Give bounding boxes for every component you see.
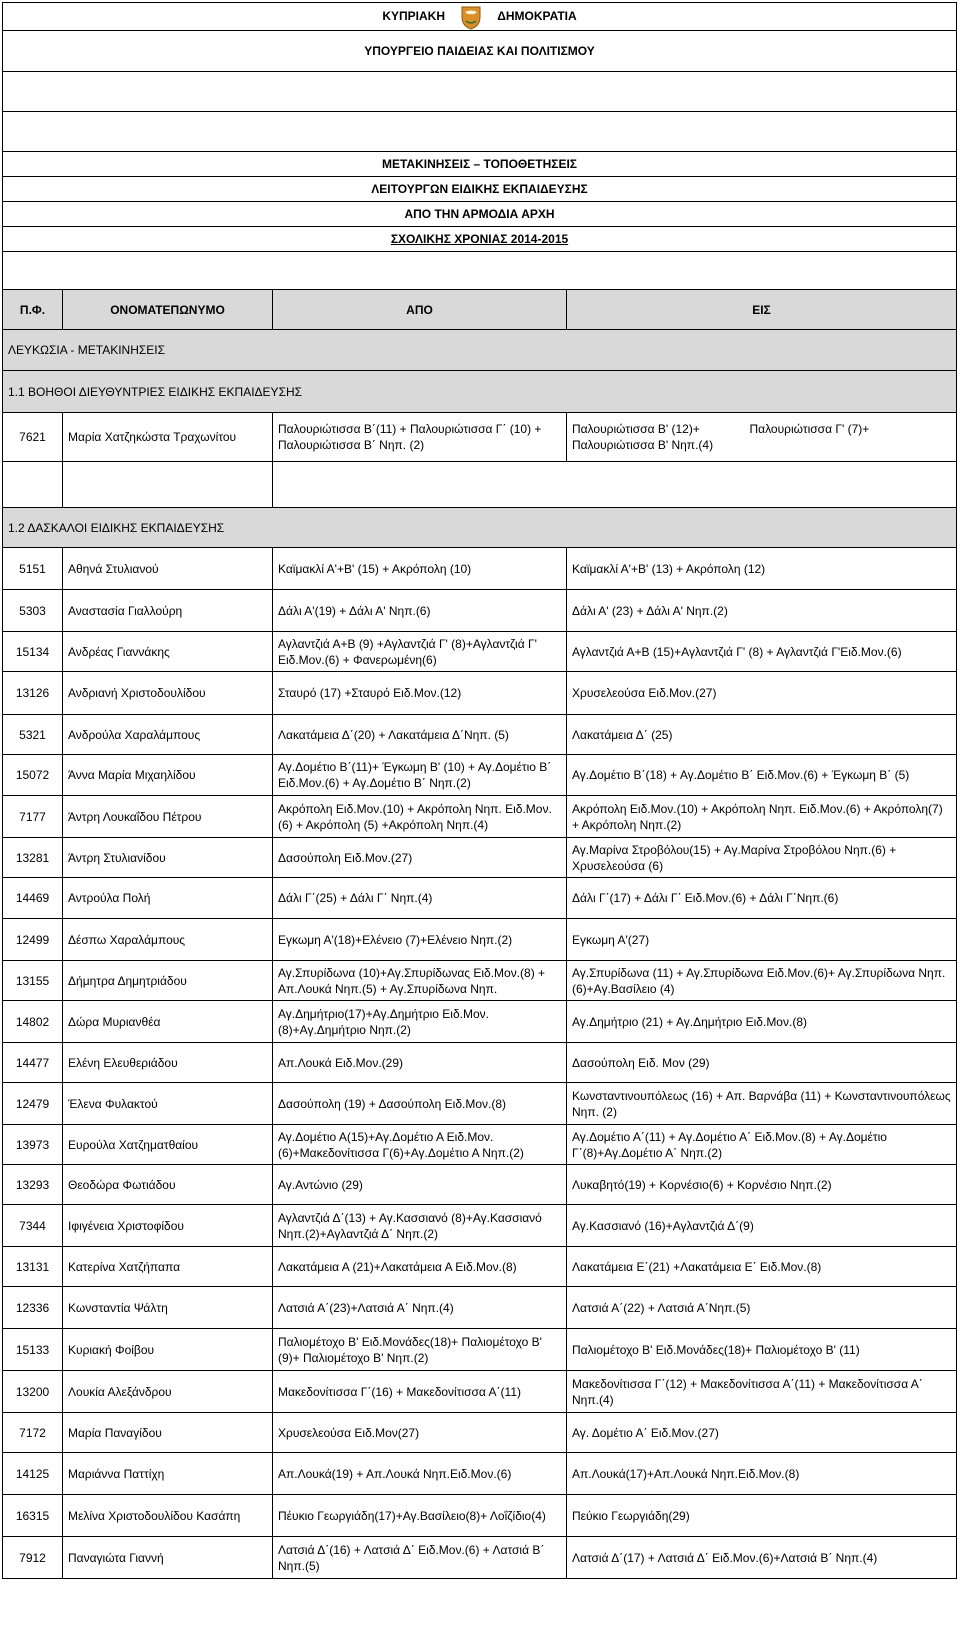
region-row: [3, 330, 957, 371]
to-cell: [567, 1247, 957, 1287]
pf-cell-text: 14802: [15, 1014, 50, 1029]
table-row: [3, 1083, 957, 1125]
from-cell-text: Αγ.Δομέτιο Β΄(11)+ Έγκωμη Β' (10) + Αγ.Δομέτιο Β΄ Ειδ.Μον.(6) + Αγ.Δομέτιο Β΄ Νηπ.(2): [278, 760, 552, 790]
to-cell: [567, 632, 957, 672]
from-cell: [273, 1083, 567, 1125]
to-cell-text: Δάλι Γ΄(17) + Δάλι Γ΄ Ειδ.Μον.(6) + Δάλι Γ΄Νηπ.(6): [572, 891, 839, 905]
pf-cell-text: 13973: [15, 1137, 50, 1152]
cyprus-emblem-icon: [460, 4, 482, 30]
pf-cell-text: 13200: [15, 1384, 50, 1399]
table-row: [3, 1205, 957, 1247]
table-row: [3, 632, 957, 672]
section-1-row: [3, 371, 957, 413]
pf-cell-text: 15134: [15, 644, 50, 659]
pf-cell-text: 14469: [15, 891, 50, 905]
from-cell-text: Δασούπολη (19) + Δασούπολη Ειδ.Μον.(8): [278, 1096, 507, 1111]
to-cell: [567, 1537, 957, 1579]
name-cell-text: Παναγιώτα Γιαννή: [68, 1550, 164, 1565]
name-cell-text: Δέσπω Χαραλάμπους: [68, 932, 186, 947]
name-cell-text: Άντρη Στυλιανίδου: [68, 850, 166, 865]
name-cell-text: Ιφιγένεια Χριστοφίδου: [68, 1218, 184, 1233]
pf-cell: [3, 1125, 63, 1165]
header-country-cell: [3, 3, 957, 31]
table-row: [3, 672, 957, 715]
to-cell: [567, 1329, 957, 1371]
name-cell-text: Μελίνα Χριστοδουλίδου Κασάπη: [68, 1508, 241, 1523]
pf-cell-text: 7912: [19, 1550, 46, 1565]
pf-cell: [3, 1287, 63, 1329]
to-cell-text: Αγ.Μαρίνα Στροβόλου(15) + Αγ.Μαρίνα Στροβόλου Νηπ.(6) + Χρυσελεούσα (6): [572, 842, 897, 873]
from-cell: [273, 1413, 567, 1453]
name-cell-text: Ανδρέας Γιαννάκης: [68, 644, 170, 659]
header-country-row: [3, 3, 957, 31]
name-cell: [63, 1165, 273, 1205]
name-cell: Μαρία Χατζηκώστα Τραχωνίτου: [63, 413, 273, 462]
table-row: [3, 1043, 957, 1083]
to-cell: [567, 672, 957, 715]
to-cell: [567, 1371, 957, 1413]
from-cell-text: Λατσιά Δ΄(16) + Λατσιά Δ΄ Ειδ.Μον.(6) + Λατσιά Β΄ Νηπ.(5): [278, 1542, 545, 1573]
name-cell: [63, 1453, 273, 1495]
col-header-from: ΑΠΟ: [273, 290, 567, 330]
name-cell-text: Κατερίνα Χατζήπαπα: [68, 1259, 181, 1274]
name-cell: [63, 1001, 273, 1043]
name-cell-text: Αντρούλα Πολή: [68, 891, 151, 905]
to-cell-text: Μακεδονίτισσα Γ΄(12) + Μακεδονίτισσα Α΄(11) + Μακεδονίτισσα Α΄ Νηπ.(4): [572, 1376, 923, 1407]
pf-cell: [3, 548, 63, 590]
table-row: [3, 1001, 957, 1043]
pf-cell: [3, 1083, 63, 1125]
section-2-title: 1.2 ΔΑΣΚΑΛΟΙ ΕΙΔΙΚΗΣ ΕΚΠΑΙΔΕΥΣΗΣ: [3, 508, 957, 548]
pf-cell: [3, 919, 63, 961]
table-row: [3, 1329, 957, 1371]
to-cell-text: Λακατάμεια Ε΄(21) +Λακατάμεια Ε΄ Ειδ.Μον.(8): [572, 1259, 822, 1274]
pf-cell: [3, 961, 63, 1001]
to-cell: [567, 1205, 957, 1247]
name-cell: [63, 1329, 273, 1371]
from-cell-text: Καϊμακλί Α'+Β' (15) + Ακρόπολη (10): [278, 561, 472, 576]
name-cell: [63, 632, 273, 672]
pf-cell: [3, 838, 63, 878]
name-cell: [63, 590, 273, 632]
pf-cell-text: 16315: [15, 1508, 50, 1523]
pf-cell-text: 7344: [19, 1218, 46, 1233]
from-cell: [273, 919, 567, 961]
col-header-to: ΕΙΣ: [567, 290, 957, 330]
column-header-row: [3, 290, 957, 330]
header-ministry-row: [3, 31, 957, 72]
table-row: [3, 961, 957, 1001]
from-cell-text: Απ.Λουκά Ειδ.Μον.(29): [278, 1055, 404, 1070]
name-cell: [63, 672, 273, 715]
pf-cell-text: 14477: [15, 1055, 50, 1070]
from-cell-text: Πέυκιο Γεωργιάδη(17)+Αγ.Βασίλειο(8)+ Λοΐζίδιο(4): [278, 1508, 546, 1523]
pf-cell: [3, 1329, 63, 1371]
doc-title-1: ΜΕΤΑΚΙΝΗΣΕΙΣ – ΤΟΠΟΘΕΤΗΣΕΙΣ: [3, 152, 957, 177]
pf-cell: [3, 1001, 63, 1043]
section-2-row: [3, 508, 957, 548]
pf-cell: [3, 632, 63, 672]
to-cell-text: Παλιομέτοχο Β' Ειδ.Μονάδες(18)+ Παλιομέτοχο Β' (11): [572, 1342, 860, 1357]
to-cell: [567, 1453, 957, 1495]
name-cell: [63, 1287, 273, 1329]
pf-cell: [3, 1371, 63, 1413]
to-cell: [567, 715, 957, 755]
from-cell-text: Δάλι Α'(19) + Δάλι Α' Νηπ.(6): [278, 603, 431, 618]
doc-title-2: ΛΕΙΤΟΥΡΓΩΝ ΕΙΔΙΚΗΣ ΕΚΠΑΙΔΕΥΣΗΣ: [3, 177, 957, 202]
to-cell: [567, 878, 957, 919]
from-cell: [273, 1165, 567, 1205]
from-cell: [273, 548, 567, 590]
pf-cell: [3, 672, 63, 715]
table-row: [3, 1537, 957, 1579]
to-cell-text: Καϊμακλί Α'+Β' (13) + Ακρόπολη (12): [572, 561, 766, 576]
from-cell-text: Αγ.Δημήτριο(17)+Αγ.Δημήτριο Ειδ.Μον.(8)+Αγ.Δημήτριο Νηπ.(2): [278, 1006, 489, 1037]
name-cell: [63, 1495, 273, 1537]
pf-cell: 7621: [3, 413, 63, 462]
name-cell-text: Κυριακή Φοίβου: [68, 1342, 155, 1357]
doc-title-4: ΣΧΟΛΙΚΗΣ ΧΡΟΝΙΑΣ 2014-2015: [3, 227, 957, 252]
table-row: [3, 838, 957, 878]
to-cell: [567, 838, 957, 878]
name-cell: [63, 961, 273, 1001]
pf-cell-text: 13126: [15, 686, 50, 700]
from-cell-text: Σταυρό (17) +Σταυρό Ειδ.Μον.(12): [278, 686, 462, 700]
pf-cell-text: 15072: [15, 768, 50, 782]
transfers-table: [2, 2, 957, 1579]
table-row: [3, 919, 957, 961]
to-cell-text: Αγ.Δομέτιο Β΄(18) + Αγ.Δομέτιο Β΄ Ειδ.Μον.(6) + Έγκωμη Β΄ (5): [572, 768, 910, 782]
pf-cell: [3, 590, 63, 632]
pf-cell-text: 7177: [19, 809, 46, 824]
table-row: [3, 715, 957, 755]
table-row: [3, 1125, 957, 1165]
to-cell-text: Λατσιά Δ΄(17) + Λατσιά Δ΄ Ειδ.Μον.(6)+Λατσιά Β΄ Νηπ.(4): [572, 1550, 878, 1565]
name-cell-text: Δήμητρα Δημητριάδου: [68, 973, 187, 988]
table-row: [3, 755, 957, 796]
country-left: ΚΥΠΡΙΑΚΗ: [382, 8, 446, 23]
pf-cell: [3, 1043, 63, 1083]
from-cell-text: Δασούπολη Ειδ.Μον.(27): [278, 850, 413, 865]
to-cell-text: Αγ.Σπυρίδωνα (11) + Αγ.Σπυρίδωνα Ειδ.Μον.(6)+ Αγ.Σπυρίδωνα Νηπ.(6)+Αγ.Βασίλειο (4): [572, 965, 946, 996]
from-cell-text: Αγλαντζιά Α+Β (9) +Αγλαντζιά Γ' (8)+Αγλαντζιά Γ' Ειδ.Μον.(6) + Φανερωμένη(6): [278, 636, 537, 667]
to-cell-text: Κωνσταντινουπόλεως (16) + Απ. Βαρνάβα (11) + Κωνσταντινουπόλεως Νηπ. (2): [572, 1088, 951, 1119]
to-cell-extra: Παλουριώτισσα Γ' (7)+: [745, 413, 957, 462]
pf-cell: [3, 1165, 63, 1205]
table-row: [3, 1413, 957, 1453]
name-cell: [63, 1537, 273, 1579]
from-cell: [273, 1001, 567, 1043]
country-right: ΔΗΜΟΚΡΑΤΙΑ: [497, 8, 577, 23]
pf-cell-text: 5151: [19, 561, 46, 576]
name-cell: [63, 919, 273, 961]
pf-cell-text: 7172: [19, 1425, 46, 1440]
pf-cell-text: 12336: [15, 1300, 50, 1315]
name-cell: [63, 548, 273, 590]
table-row: [3, 1371, 957, 1413]
from-cell: [273, 1453, 567, 1495]
from-cell: [273, 1043, 567, 1083]
to-cell: [567, 1495, 957, 1537]
name-cell: [63, 755, 273, 796]
from-cell: [273, 1329, 567, 1371]
pf-cell: [3, 878, 63, 919]
from-cell: [273, 1287, 567, 1329]
name-cell-text: Μαριάννα Παττίχη: [68, 1466, 165, 1481]
from-cell-text: Λακατάμεια Δ΄(20) + Λακατάμεια Δ΄Νηπ. (5): [278, 727, 509, 742]
pf-cell-text: 13293: [15, 1177, 50, 1192]
table-row: [3, 1247, 957, 1287]
table-row: [3, 1453, 957, 1495]
to-cell-text: Εγκωμη Α'(27): [572, 932, 650, 947]
from-cell: [273, 632, 567, 672]
from-cell: [273, 796, 567, 838]
from-cell-text: Απ.Λουκά(19) + Απ.Λουκά Νηπ.Ειδ.Μον.(6): [278, 1466, 512, 1481]
to-cell-text: Αγ. Δομέτιο Α΄ Ειδ.Μον.(27): [572, 1425, 719, 1440]
name-cell-text: Αθηνά Στυλιανού: [68, 561, 159, 576]
table-row: [3, 796, 957, 838]
name-cell: [63, 1371, 273, 1413]
to-cell-text: Αγ.Κασσιανό (16)+Αγλαντζιά Δ΄(9): [572, 1218, 754, 1233]
name-cell: [63, 1247, 273, 1287]
pf-cell: [3, 1247, 63, 1287]
to-cell-text: Απ.Λουκά(17)+Απ.Λουκά Νηπ.Ειδ.Μον.(8): [572, 1466, 800, 1481]
from-cell-text: Αγ.Σπυρίδωνα (10)+Αγ.Σπυρίδωνας Ειδ.Μον.(8) + Απ.Λουκά Νηπ.(5) + Αγ.Σπυρίδωνα Νηπ.: [278, 965, 546, 996]
to-cell-text: Χρυσελεούσα Ειδ.Μον.(27): [572, 686, 717, 700]
pf-cell-text: 13155: [15, 973, 50, 988]
name-cell: [63, 1083, 273, 1125]
pf-cell: [3, 1495, 63, 1537]
to-cell: [567, 548, 957, 590]
from-cell-text: Αγλαντζιά Δ΄(13) + Αγ.Κασσιανό (8)+Αγ.Κασσιανό Νηπ.(2)+Αγλαντζιά Δ΄ Νηπ.(2): [278, 1210, 542, 1241]
to-cell-text: Δάλι Α' (23) + Δάλι Α' Νηπ.(2): [572, 603, 728, 618]
name-cell: [63, 1205, 273, 1247]
to-cell-text: Λυκαβητό(19) + Κορνέσιο(6) + Κορνέσιο Νηπ.(2): [572, 1177, 832, 1192]
to-cell-text: Αγ.Δομέτιο Α΄(11) + Αγ.Δομέτιο Α΄ Ειδ.Μον.(8) + Αγ.Δομέτιο Γ΄(8)+Αγ.Δομέτιο Α΄ Νηπ.(2): [572, 1129, 887, 1160]
from-cell-text: Παλιομέτοχο Β' Ειδ.Μονάδες(18)+ Παλιομέτοχο Β' (9)+ Παλιομέτοχο Β' Νηπ.(2): [278, 1334, 542, 1365]
col-header-pf: Π.Φ.: [3, 290, 63, 330]
to-cell: [567, 755, 957, 796]
from-cell: [273, 755, 567, 796]
name-cell-text: Έλενα Φυλακτού: [68, 1096, 158, 1111]
doc-title-3: ΑΠΟ ΤΗΝ ΑΡΜΟΔΙΑ ΑΡΧΗ: [3, 202, 957, 227]
table-row: [3, 1165, 957, 1205]
table-row: [3, 1495, 957, 1537]
name-cell-text: Θεοδώρα Φωτιάδου: [68, 1177, 176, 1192]
ministry-title: ΥΠΟΥΡΓΕΙΟ ΠΑΙΔΕΙΑΣ ΚΑΙ ΠΟΛΙΤΙΣΜΟΥ: [3, 31, 957, 72]
to-cell: [567, 1043, 957, 1083]
pf-cell: [3, 1413, 63, 1453]
from-cell: [273, 1205, 567, 1247]
pf-cell: [3, 1205, 63, 1247]
to-cell-text: Λακατάμεια Δ΄ (25): [572, 727, 673, 742]
name-cell: [63, 878, 273, 919]
from-cell-text: Αγ.Αντώνιο (29): [278, 1177, 363, 1192]
table-row: [3, 1287, 957, 1329]
to-cell-text: Αγ.Δημήτριο (21) + Αγ.Δημήτριο Ειδ.Μον.(8): [572, 1014, 807, 1029]
to-cell: [567, 590, 957, 632]
from-cell: [273, 715, 567, 755]
name-cell-text: Μαρία Παναγίδου: [68, 1425, 162, 1440]
from-cell: [273, 1247, 567, 1287]
pf-cell-text: 12479: [15, 1096, 50, 1111]
from-cell-text: Δάλι Γ΄(25) + Δάλι Γ΄ Νηπ.(4): [278, 891, 433, 905]
pf-cell-text: 13281: [15, 850, 50, 865]
from-cell-text: Μακεδονίτισσα Γ΄(16) + Μακεδονίτισσα Α΄(11): [278, 1384, 521, 1399]
to-cell: [567, 1125, 957, 1165]
name-cell-text: Ανδρούλα Χαραλάμπους: [68, 727, 201, 742]
from-cell: Παλουριώτισσα Β΄(11) + Παλουριώτισσα Γ΄ (10) + Παλουριώτισσα Β΄ Νηπ. (2): [273, 413, 567, 462]
name-cell-text: Κωνσταντία Ψάλτη: [68, 1300, 168, 1315]
table-row: [3, 548, 957, 590]
from-cell-text: Λακατάμεια Α (21)+Λακατάμεια Α Ειδ.Μον.(8): [278, 1259, 517, 1274]
pf-cell-text: 5321: [19, 727, 46, 742]
to-cell-text: Πεύκιο Γεωργιάδη(29): [572, 1508, 690, 1523]
name-cell-text: Ευρούλα Χατζηματθαίου: [68, 1137, 199, 1152]
from-cell: [273, 590, 567, 632]
col-header-name: ΟΝΟΜΑΤΕΠΩΝΥΜΟ: [63, 290, 273, 330]
name-cell: [63, 1043, 273, 1083]
to-cell-text: Λατσιά Α΄(22) + Λατσιά Α΄Νηπ.(5): [572, 1300, 751, 1315]
to-cell: [567, 961, 957, 1001]
from-cell: [273, 1495, 567, 1537]
from-cell-text: Χρυσελεούσα Ειδ.Μον(27): [278, 1425, 420, 1440]
name-cell: [63, 796, 273, 838]
from-cell-text: Λατσιά Α΄(23)+Λατσιά Α΄ Νηπ.(4): [278, 1300, 454, 1315]
pf-cell: [3, 1453, 63, 1495]
from-cell: [273, 672, 567, 715]
name-cell: [63, 1125, 273, 1165]
from-cell: [273, 1371, 567, 1413]
to-cell: [567, 1083, 957, 1125]
to-cell-text: Ακρόπολη Ειδ.Μον.(10) + Ακρόπολη Νηπ. Ειδ.Μον.(6) + Ακρόπολη(7) + Ακρόπολη Νηπ.(2): [572, 801, 943, 832]
name-cell-text: Ελένη Ελευθεριάδου: [68, 1055, 178, 1070]
pf-cell-text: 14125: [15, 1466, 50, 1481]
pf-cell: [3, 1537, 63, 1579]
pf-cell-text: 15133: [15, 1342, 50, 1357]
name-cell-text: Αναστασία Γιαλλούρη: [68, 603, 183, 618]
to-cell: [567, 1165, 957, 1205]
pf-cell: [3, 715, 63, 755]
to-cell: [567, 1287, 957, 1329]
name-cell: [63, 715, 273, 755]
name-cell-text: Άντρη Λουκαΐδου Πέτρου: [68, 809, 202, 824]
from-cell-text: Εγκωμη Α'(18)+Ελένειο (7)+Ελένειο Νηπ.(2): [278, 932, 513, 947]
from-cell: [273, 1125, 567, 1165]
pf-cell: [3, 796, 63, 838]
name-cell-text: Λουκία Αλεξάνδρου: [68, 1384, 172, 1399]
pf-cell: [3, 755, 63, 796]
table-row: [3, 878, 957, 919]
name-cell: [63, 838, 273, 878]
name-cell-text: Δώρα Μυριανθέα: [68, 1014, 161, 1029]
section-2-rows: [3, 548, 957, 1579]
from-cell-text: Αγ.Δομέτιο Α(15)+Αγ.Δομέτιο Α Ειδ.Μον.(6)+Μακεδονίτισσα Γ(6)+Αγ.Δομέτιο Α Νηπ.(2): [278, 1129, 524, 1160]
from-cell: [273, 961, 567, 1001]
pf-cell-text: 13131: [15, 1259, 50, 1274]
section-1-title: 1.1 ΒΟΗΘΟΙ ΔΙΕΥΘΥΝΤΡΙΕΣ ΕΙΔΙΚΗΣ ΕΚΠΑΙΔΕΥΣΗΣ: [3, 371, 957, 413]
name-cell: [63, 1413, 273, 1453]
to-cell: [567, 919, 957, 961]
to-cell: [567, 1001, 957, 1043]
to-cell: [567, 1413, 957, 1453]
table-row: [3, 413, 957, 462]
to-cell: Παλουριώτισσα Β' (12)+ Παλουριώτισσα Β' Νηπ.(4): [567, 413, 745, 462]
from-cell: [273, 838, 567, 878]
name-cell-text: Άννα Μαρία Μιχαηλίδου: [68, 768, 196, 782]
from-cell: [273, 1537, 567, 1579]
table-row: [3, 590, 957, 632]
from-cell-text: Ακρόπολη Ειδ.Μον.(10) + Ακρόπολη Νηπ. Ειδ.Μον.(6) + Ακρόπολη (5) +Ακρόπολη Νηπ.(4): [278, 801, 552, 832]
from-cell: [273, 878, 567, 919]
to-cell: [567, 796, 957, 838]
to-cell-text: Δασούπολη Ειδ. Μον (29): [572, 1055, 710, 1070]
pf-cell-text: 5303: [19, 603, 46, 618]
region-title: ΛΕΥΚΩΣΙΑ - ΜΕΤΑΚΙΝΗΣΕΙΣ: [3, 330, 957, 371]
pf-cell-text: 12499: [15, 932, 50, 947]
name-cell-text: Ανδριανή Χριστοδουλίδου: [68, 686, 206, 700]
to-cell-text: Αγλαντζιά Α+Β (15)+Αγλαντζιά Γ' (8) + Αγλαντζιά Γ'Ειδ.Μον.(6): [572, 644, 902, 659]
